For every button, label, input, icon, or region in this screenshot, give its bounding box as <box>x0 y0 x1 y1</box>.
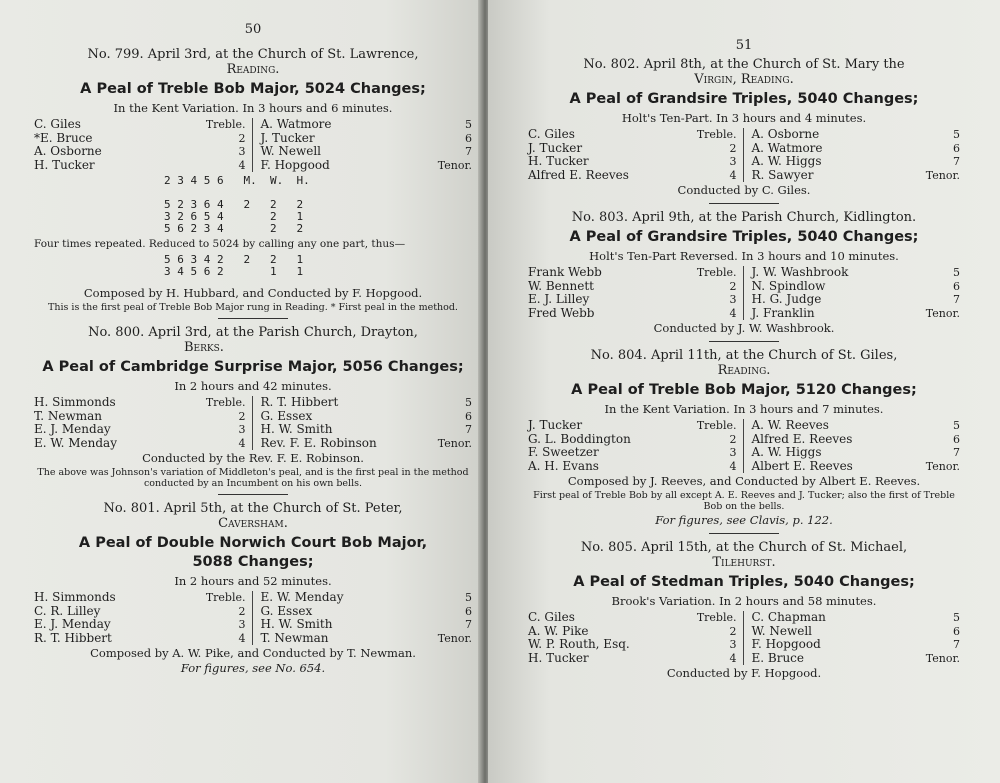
ringer-position: 4 <box>729 651 737 665</box>
ringer-name: H. W. Smith <box>260 422 333 436</box>
ringer-row <box>34 159 246 173</box>
ringer-row <box>34 591 246 605</box>
ringer-name: A. H. Evans <box>528 458 599 473</box>
ringer-position: 2 <box>729 432 737 446</box>
peal-subtitle: In the Kent Variation. In 3 hours and 6 minutes. <box>113 101 393 115</box>
peal-heading: No. 803. April 9th, at the Parish Church, Kidlington. <box>571 210 917 225</box>
ringer-position: 4 <box>238 158 246 172</box>
ringer-name: C. Giles <box>528 127 575 141</box>
ringers-left-column <box>34 118 253 172</box>
peal-conductor: Conducted by F. Hopgood. <box>666 666 822 680</box>
ringer-name: R. T. Hibbert <box>34 630 112 645</box>
ringer-row <box>528 419 737 433</box>
ringer-position: 3 <box>238 618 246 631</box>
peal-note: The above was Johnson's variation of Middleton's peal, and is the first peal in the method conducted by an Incumbent on his own bells. <box>37 467 469 489</box>
ringer-position: 5 <box>465 591 472 604</box>
ringer-row <box>34 410 246 424</box>
ringer-position: 2 <box>238 409 246 423</box>
ringer-name: C. Chapman <box>751 610 826 624</box>
peal-heading: No. 802. April 8th, at the Church of St. Mary the <box>583 57 905 72</box>
ringer-row <box>752 169 961 183</box>
peal-heading-place: Tilehurst. <box>712 555 776 570</box>
ringer-row <box>528 280 737 294</box>
ringer-position: 7 <box>953 638 960 651</box>
ringers-right-column <box>253 591 473 645</box>
ringer-position: Treble. <box>696 611 737 624</box>
ringers-table <box>34 396 472 450</box>
ringer-row <box>261 591 473 605</box>
peal-title: A Peal of Treble Bob Major, 5024 Changes; <box>80 81 426 97</box>
ringer-row <box>528 266 737 280</box>
ringer-name: E. W. Menday <box>260 590 344 604</box>
ringer-position: 6 <box>465 409 472 423</box>
ringer-name: G. L. Boddington <box>528 431 631 446</box>
ringer-position: 3 <box>729 638 737 651</box>
ringers-table <box>34 591 472 645</box>
ringer-row <box>752 280 961 294</box>
ringer-position: 4 <box>238 436 246 450</box>
ringer-position: 4 <box>729 168 737 182</box>
ringer-row <box>752 433 961 447</box>
ringer-row <box>261 618 473 632</box>
ringers-left-column <box>528 128 744 182</box>
ringer-row <box>752 307 961 321</box>
peal-802 <box>528 57 960 198</box>
ringer-name: W. P. Routh, Esq. <box>528 637 630 651</box>
ringer-row <box>752 652 961 666</box>
peal-heading-place: Reading. <box>226 62 280 77</box>
ringer-row <box>34 437 246 451</box>
ringer-row <box>34 145 246 159</box>
ringer-name: T. Newman <box>260 630 329 645</box>
ringer-position: 7 <box>465 618 472 631</box>
peal-title: A Peal of Grandsire Triples, 5040 Changes; <box>569 91 919 107</box>
ringer-position: 5 <box>953 128 960 141</box>
peal-title: A Peal of Treble Bob Major, 5120 Changes; <box>571 382 917 398</box>
peal-conductor: Composed by A. W. Pike, and Conducted by T. Newman. <box>90 646 416 660</box>
ringer-row <box>528 128 737 142</box>
ringer-name: A. Osborne <box>751 127 820 141</box>
ringer-position: 5 <box>953 266 960 279</box>
ringer-row <box>752 293 961 307</box>
ringer-row <box>261 145 473 159</box>
ringer-name: H. G. Judge <box>751 292 822 306</box>
ringer-position: 6 <box>953 141 960 155</box>
ringer-row <box>261 132 473 146</box>
ringers-table <box>528 266 960 320</box>
ringers-right-column <box>744 266 961 320</box>
ringer-row <box>752 155 961 169</box>
ringer-position: 5 <box>465 396 472 409</box>
ringer-name: W. Newell <box>260 144 322 158</box>
ringers-left-column <box>34 591 253 645</box>
ringer-row <box>752 128 961 142</box>
ringer-row <box>34 423 246 437</box>
peal-801 <box>34 501 472 676</box>
page-number: 51 <box>735 38 753 53</box>
peal-heading-place: Caversham. <box>218 516 288 531</box>
peal-800 <box>34 325 472 489</box>
peal-heading: No. 799. April 3rd, at the Church of St. Lawrence, <box>87 47 419 62</box>
peal-conductor: Conducted by the Rev. F. E. Robinson. <box>142 451 364 465</box>
ringer-position: 2 <box>729 141 737 155</box>
ringers-table <box>528 611 960 665</box>
peal-subtitle: In 2 hours and 42 minutes. <box>174 379 332 393</box>
ringer-row <box>261 632 473 646</box>
ringer-row <box>34 132 246 146</box>
ringer-name: F. Sweetzer <box>528 445 599 459</box>
ringer-row <box>528 433 737 447</box>
peal-heading-place: Virgin, Reading. <box>694 72 794 87</box>
ringer-position: Treble. <box>205 118 246 131</box>
ringer-position: 6 <box>953 624 960 638</box>
ringer-row <box>34 632 246 646</box>
ringer-name: C. Giles <box>34 117 81 131</box>
ringer-row <box>34 618 246 632</box>
peal-804 <box>528 348 960 528</box>
ringer-name: T. Newman <box>34 408 103 423</box>
peal-subtitle: In the Kent Variation. In 3 hours and 7 minutes. <box>604 402 884 416</box>
peal-heading: No. 804. April 11th, at the Church of St. Giles, <box>590 348 898 363</box>
ringer-position: 7 <box>465 145 472 158</box>
ringer-position: 2 <box>238 604 246 618</box>
ringer-name: H. Tucker <box>34 157 95 172</box>
ringer-position: Treble. <box>696 128 737 141</box>
ringer-position: 7 <box>953 446 960 459</box>
ringer-name: W. Bennett <box>528 278 594 293</box>
ringer-row <box>528 142 737 156</box>
ringer-row <box>528 169 737 183</box>
ringer-name: F. Hopgood <box>260 157 330 172</box>
ringer-position: 3 <box>729 155 737 168</box>
ringer-position: Treble. <box>696 266 737 279</box>
ringer-name: H. W. Smith <box>260 617 333 631</box>
ringer-name: R. T. Hibbert <box>260 395 339 409</box>
ringer-name: E. J. Lilley <box>528 292 590 306</box>
ringers-table <box>34 118 472 172</box>
ringer-row <box>34 396 246 410</box>
ringer-position: 3 <box>729 446 737 459</box>
divider <box>709 341 779 342</box>
peal-subtitle: Holt's Ten-Part Reversed. In 3 hours and 10 minutes. <box>589 249 899 263</box>
left-page <box>0 0 482 783</box>
right-page <box>488 0 1000 783</box>
ringer-position: 2 <box>729 279 737 293</box>
ringer-row <box>34 118 246 132</box>
ringer-position: 2 <box>729 624 737 638</box>
peal-heading: No. 805. April 15th, at the Church of St. Michael, <box>580 540 908 555</box>
ringer-position: Tenor. <box>437 631 472 645</box>
peal-note: This is the first peal of Treble Bob Major rung in Reading. * First peal in the method. <box>48 302 458 313</box>
ringer-position: 6 <box>465 604 472 618</box>
ringer-position: Tenor. <box>925 306 960 320</box>
ringers-table <box>528 128 960 182</box>
ringer-position: 5 <box>465 118 472 131</box>
ringer-name: E. W. Menday <box>34 435 117 450</box>
ringer-position: Treble. <box>205 396 246 409</box>
ringer-name: A. W. Higgs <box>751 154 822 168</box>
ringer-row <box>261 410 473 424</box>
peal-heading-place: Reading. <box>717 363 771 378</box>
ringer-position: 2 <box>238 131 246 145</box>
ringers-right-column <box>744 611 961 665</box>
ringer-row <box>752 638 961 652</box>
ringer-name: E. J. Menday <box>34 617 111 631</box>
ringer-name: Albert E. Reeves <box>751 458 853 473</box>
ringer-position: Treble. <box>696 419 737 432</box>
peal-conductor: Conducted by J. W. Washbrook. <box>653 321 835 335</box>
ringer-row <box>261 396 473 410</box>
ringers-right-column <box>253 118 473 172</box>
ringer-name: H. Tucker <box>528 154 589 168</box>
ringer-name: Alfred E. Reeves <box>751 431 853 446</box>
ringer-position: Tenor. <box>925 168 960 182</box>
ringer-name: H. Simmonds <box>34 590 116 604</box>
ringer-name: W. Newell <box>751 623 813 638</box>
peal-conductor: Composed by H. Hubbard, and Conducted by F. Hopgood. <box>83 286 423 300</box>
ringer-row <box>528 638 737 652</box>
ringer-position: 7 <box>953 293 960 306</box>
ringer-row <box>528 652 737 666</box>
ringer-name: J. Tucker <box>528 140 583 155</box>
ringer-position: 7 <box>953 155 960 168</box>
ringer-name: H. Simmonds <box>34 395 116 409</box>
ringer-name: J. Tucker <box>528 418 583 432</box>
ringers-right-column <box>744 419 961 473</box>
ringer-name: Fred Webb <box>528 305 595 320</box>
ringers-left-column <box>528 419 744 473</box>
ringer-name: J. Franklin <box>751 305 815 320</box>
peal-title: A Peal of Grandsire Triples, 5040 Changes; <box>569 229 919 245</box>
peal-note: First peal of Treble Bob by all except A. E. Reeves and J. Tucker; also the first of Treble Bob on the bells. <box>533 490 955 512</box>
ringer-name: C. Giles <box>528 610 575 624</box>
peal-title-cont: 5088 Changes; <box>192 554 314 570</box>
peal-heading: No. 800. April 3rd, at the Parish Church, Drayton, <box>88 325 418 340</box>
ringer-row <box>752 611 961 625</box>
ringer-row <box>261 437 473 451</box>
ringers-right-column <box>253 396 473 450</box>
ringer-name: A. W. Pike <box>528 623 589 638</box>
ringer-position: 6 <box>465 131 472 145</box>
peal-title: A Peal of Stedman Triples, 5040 Changes; <box>573 574 915 590</box>
ringers-table <box>528 419 960 473</box>
repeat-figures: 5 6 3 4 2 2 2 1 3 4 5 6 2 1 1 <box>164 253 304 278</box>
ringer-name: A. Osborne <box>34 144 102 158</box>
ringer-name: A. W. Reeves <box>751 418 829 432</box>
peal-805 <box>528 540 960 681</box>
ringer-row <box>528 460 737 474</box>
ringer-position: 5 <box>953 611 960 624</box>
ringer-row <box>752 419 961 433</box>
ringers-left-column <box>528 611 744 665</box>
ringer-row <box>261 118 473 132</box>
ringer-row <box>752 446 961 460</box>
ringer-name: Alfred E. Reeves <box>528 167 629 182</box>
figures-reference: For figures, see No. 654. <box>180 661 326 675</box>
ringer-row <box>261 605 473 619</box>
ringer-row <box>752 266 961 280</box>
figures-reference: For figures, see Clavis, p. 122. <box>655 513 833 527</box>
ringer-name: E. Bruce <box>751 650 804 665</box>
ringer-row <box>34 605 246 619</box>
ringer-name: J. W. Washbrook <box>751 265 849 279</box>
ringer-name: A. Watmore <box>751 140 823 155</box>
ringer-name: H. Tucker <box>528 650 589 665</box>
ringer-name: E. J. Menday <box>34 422 111 436</box>
ringers-left-column <box>34 396 253 450</box>
ringer-position: Tenor. <box>925 651 960 665</box>
ringer-row <box>528 293 737 307</box>
ringer-name: R. Sawyer <box>751 167 814 182</box>
divider <box>709 533 779 534</box>
ringer-name: N. Spindlow <box>751 278 826 293</box>
ringer-position: Tenor. <box>925 459 960 473</box>
ringer-position: 6 <box>953 432 960 446</box>
ringer-position: 3 <box>238 145 246 158</box>
ringer-row <box>528 155 737 169</box>
ringer-name: C. R. Lilley <box>34 603 101 618</box>
divider <box>709 203 779 204</box>
ringer-row <box>752 625 961 639</box>
ringer-position: 3 <box>238 423 246 436</box>
divider <box>218 318 288 319</box>
peal-subtitle: Brook's Variation. In 2 hours and 58 minutes. <box>611 594 877 608</box>
ringers-left-column <box>528 266 744 320</box>
ringer-name: Frank Webb <box>528 265 602 279</box>
ringer-position: Tenor. <box>437 158 472 172</box>
peal-heading: No. 801. April 5th, at the Church of St. Peter, <box>103 501 403 516</box>
ringer-row <box>752 460 961 474</box>
ringer-row <box>261 423 473 437</box>
ringer-position: Tenor. <box>437 436 472 450</box>
ringer-position: 4 <box>729 459 737 473</box>
ringer-position: 4 <box>238 631 246 645</box>
peal-subtitle: In 2 hours and 52 minutes. <box>174 574 332 588</box>
ringer-position: 5 <box>953 419 960 432</box>
peal-heading-place: Berks. <box>184 340 224 355</box>
ringer-row <box>261 159 473 173</box>
peal-title: A Peal of Double Norwich Court Bob Major, <box>78 535 428 551</box>
ringer-name: A. Watmore <box>260 117 332 131</box>
ringer-name: *E. Bruce <box>34 130 93 145</box>
ringer-row <box>528 307 737 321</box>
repeat-text: Four times repeated. Reduced to 5024 by calling any one part, thus— <box>34 238 406 250</box>
page-number: 50 <box>244 22 262 37</box>
ringer-position: 6 <box>953 279 960 293</box>
ringer-row <box>528 446 737 460</box>
ringer-row <box>528 611 737 625</box>
ringer-name: G. Essex <box>260 408 313 423</box>
peal-conductor: Conducted by C. Giles. <box>677 183 811 197</box>
ringer-name: F. Hopgood <box>751 637 821 651</box>
peal-803 <box>528 210 960 336</box>
ringer-name: A. W. Higgs <box>751 445 822 459</box>
ringer-position: 7 <box>465 423 472 436</box>
peal-subtitle: Holt's Ten-Part. In 3 hours and 4 minutes. <box>621 111 867 125</box>
ringer-row <box>752 142 961 156</box>
ringer-name: J. Tucker <box>260 130 315 145</box>
ringer-name: G. Essex <box>260 603 313 618</box>
ringer-position: 3 <box>729 293 737 306</box>
ringer-position: 4 <box>729 306 737 320</box>
divider <box>218 494 288 495</box>
ringer-name: Rev. F. E. Robinson <box>260 435 377 450</box>
peal-figures: 2 3 4 5 6 M. W. H. 5 2 3 6 4 2 2 2 3 2 6 5 4 2 1 5 6 2 3 4 2 2 <box>164 174 310 235</box>
peal-title: A Peal of Cambridge Surprise Major, 5056 Changes; <box>42 359 464 375</box>
ringers-right-column <box>744 128 961 182</box>
peal-799 <box>34 47 472 313</box>
ringer-row <box>528 625 737 639</box>
peal-conductor: Composed by J. Reeves, and Conducted by Albert E. Reeves. <box>567 474 921 488</box>
ringer-position: Treble. <box>205 591 246 604</box>
